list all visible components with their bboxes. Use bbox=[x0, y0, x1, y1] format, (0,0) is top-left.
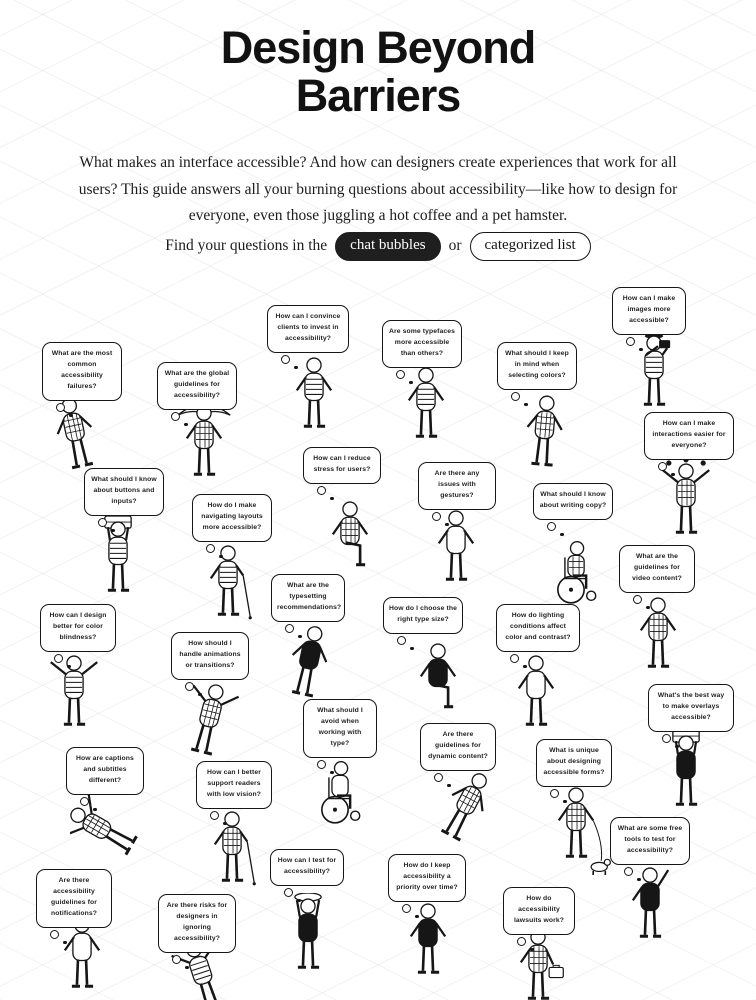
character-illustration bbox=[196, 806, 268, 907]
question-bubble-text: What are the typesetting recommendations? bbox=[271, 574, 345, 622]
question-bubble-text: What is unique about designing accessible forms? bbox=[536, 739, 612, 787]
question-bubble-text: Are there risks for designers in ignoring accessibility? bbox=[158, 894, 236, 953]
thought-tail-small-dot bbox=[675, 745, 679, 749]
thought-tail-large-dot bbox=[80, 797, 89, 806]
thought-tail-large-dot bbox=[210, 811, 219, 820]
question-bubble-text: What should I avoid when working with type? bbox=[303, 699, 377, 758]
character-illustration bbox=[392, 898, 464, 999]
thought-tail-large-dot bbox=[550, 789, 559, 798]
thought-tail-small-dot bbox=[330, 497, 334, 501]
question-bubble[interactable] bbox=[303, 699, 377, 758]
thought-tail-small-dot bbox=[409, 381, 413, 385]
question-bubble-text: How are captions and subtitles different? bbox=[66, 747, 144, 795]
question-bubble-text: How do accessibility lawsuits work? bbox=[503, 887, 575, 935]
question-bubble[interactable] bbox=[619, 545, 695, 593]
thought-tail-small-dot bbox=[637, 878, 641, 882]
question-bubble-text: How can I test for accessibility? bbox=[270, 849, 344, 886]
question-bubble[interactable] bbox=[42, 342, 122, 401]
question-bubble-text: How can I make interactions easier for everyone? bbox=[644, 412, 734, 460]
thought-tail-small-dot bbox=[639, 348, 643, 352]
question-bubble[interactable] bbox=[383, 597, 463, 634]
question-bubble-text: How can I design better for color blindness? bbox=[40, 604, 116, 652]
question-bubble[interactable] bbox=[84, 468, 164, 516]
intro-paragraph: What makes an interface accessible? And how can designers create experiences that work for all users? This guide answers all your burning questions about accessibility—like how to design for everyone, even those juggling a hot coffee and a pet hamster. bbox=[78, 154, 678, 225]
thought-tail-large-dot bbox=[281, 355, 290, 364]
thought-tail-small-dot bbox=[67, 665, 71, 669]
thought-tail-small-dot bbox=[69, 414, 73, 418]
thought-tail-small-dot bbox=[524, 403, 528, 407]
thought-tail-large-dot bbox=[317, 760, 326, 769]
thought-tail-large-dot bbox=[658, 462, 667, 471]
thought-tail-large-dot bbox=[633, 595, 642, 604]
question-bubble[interactable] bbox=[303, 447, 381, 484]
question-bubble[interactable] bbox=[497, 342, 577, 390]
thought-tail-small-dot bbox=[63, 941, 67, 945]
question-bubble-text: Are some typefaces more accessible than others? bbox=[382, 320, 462, 368]
thought-tail-large-dot bbox=[98, 518, 107, 527]
question-bubble-text: Are there accessibility guidelines for notifications? bbox=[36, 869, 112, 928]
question-bubble[interactable] bbox=[644, 412, 734, 460]
question-bubble[interactable] bbox=[270, 849, 344, 886]
question-bubble[interactable] bbox=[36, 869, 112, 928]
page-title bbox=[0, 24, 756, 120]
thought-tail-small-dot bbox=[560, 533, 564, 537]
thought-tail-large-dot bbox=[50, 930, 59, 939]
question-bubble-text: How do lighting conditions affect color and contrast? bbox=[496, 604, 580, 652]
question-bubble[interactable] bbox=[533, 483, 613, 520]
character-illustration bbox=[272, 893, 344, 994]
character-illustration bbox=[650, 458, 722, 559]
thought-tail-large-dot bbox=[624, 867, 633, 876]
question-bubble[interactable] bbox=[196, 761, 272, 809]
question-bubble[interactable] bbox=[271, 574, 345, 622]
question-bubble-text: What's the best way to make overlays accessible? bbox=[648, 684, 734, 732]
finder-prefix: Find your questions in the bbox=[165, 237, 328, 255]
page-title-line1: Design Beyond bbox=[220, 22, 536, 73]
thought-tail-small-dot bbox=[646, 606, 650, 610]
thought-tail-small-dot bbox=[223, 822, 227, 826]
character-illustration bbox=[540, 782, 612, 883]
question-bubble-text: How can I better support readers with low vision? bbox=[196, 761, 272, 809]
thought-tail-small-dot bbox=[330, 771, 334, 775]
thought-tail-large-dot bbox=[185, 682, 194, 691]
thought-tail-large-dot bbox=[517, 937, 526, 946]
thought-tail-small-dot bbox=[297, 899, 301, 903]
question-bubble[interactable] bbox=[610, 817, 690, 865]
thought-tail-large-dot bbox=[206, 544, 215, 553]
character-illustration bbox=[192, 540, 264, 641]
question-bubble[interactable] bbox=[192, 494, 272, 542]
question-bubble[interactable] bbox=[388, 854, 466, 902]
character-illustration bbox=[622, 592, 694, 693]
character-illustration bbox=[500, 650, 572, 751]
question-bubble[interactable] bbox=[158, 894, 236, 953]
thought-tail-large-dot bbox=[510, 654, 519, 663]
question-bubble[interactable] bbox=[267, 305, 349, 353]
thought-tail-small-dot bbox=[523, 665, 527, 669]
question-bubble[interactable] bbox=[536, 739, 612, 787]
thought-tail-small-dot bbox=[219, 555, 223, 559]
thought-tail-small-dot bbox=[447, 784, 451, 788]
finder-conjunction: or bbox=[448, 237, 462, 255]
thought-tail-small-dot bbox=[671, 473, 675, 477]
question-bubble-text: What should I know about buttons and inputs? bbox=[84, 468, 164, 516]
question-bubble[interactable] bbox=[648, 684, 734, 732]
question-bubble[interactable] bbox=[612, 287, 686, 335]
thought-tail-small-dot bbox=[93, 808, 97, 812]
character-illustration bbox=[614, 862, 686, 963]
character-illustration bbox=[38, 650, 110, 751]
categorized-list-button[interactable]: categorized list bbox=[470, 232, 591, 261]
thought-tail-large-dot bbox=[547, 522, 556, 531]
question-bubble[interactable] bbox=[157, 362, 237, 410]
question-bubble[interactable] bbox=[418, 462, 496, 510]
thought-tail-large-dot bbox=[54, 654, 63, 663]
thought-tail-large-dot bbox=[434, 773, 443, 782]
character-illustration bbox=[508, 390, 580, 491]
question-bubble-text: What are some free tools to test for accessibility? bbox=[610, 817, 690, 865]
thought-tail-small-dot bbox=[530, 948, 534, 952]
thought-tail-large-dot bbox=[397, 636, 406, 645]
question-bubble-text: How should I handle animations or transitions? bbox=[171, 632, 249, 680]
thought-tail-large-dot bbox=[662, 734, 671, 743]
character-illustration bbox=[502, 924, 574, 1000]
question-bubble[interactable] bbox=[420, 723, 496, 771]
character-illustration bbox=[82, 516, 154, 617]
character-illustration bbox=[278, 352, 350, 453]
thought-tail-large-dot bbox=[285, 624, 294, 633]
question-bubble-text: How do I make navigating layouts more accessible? bbox=[192, 494, 272, 542]
question-bubble-text: How can I make images more accessible? bbox=[612, 287, 686, 335]
question-bubble-text: How do I choose the right type size? bbox=[383, 597, 463, 634]
question-bubble-text: What are the most common accessibility failures? bbox=[42, 342, 122, 401]
thought-tail-large-dot bbox=[511, 392, 520, 401]
page-title-line2: Barriers bbox=[295, 70, 461, 121]
question-bubble-text: How do I keep accessibility a priority over time? bbox=[388, 854, 466, 902]
question-bubble[interactable] bbox=[503, 887, 575, 935]
thought-tail-large-dot bbox=[626, 337, 635, 346]
thought-tail-small-dot bbox=[198, 693, 202, 697]
thought-tail-large-dot bbox=[396, 370, 405, 379]
question-bubble-text: How can I convince clients to invest in accessibility? bbox=[267, 305, 349, 353]
thought-tail-small-dot bbox=[415, 915, 419, 919]
thought-tail-large-dot bbox=[56, 403, 65, 412]
thought-tail-small-dot bbox=[298, 635, 302, 639]
question-bubble-text: What should I know about writing copy? bbox=[533, 483, 613, 520]
chat-bubbles-button[interactable]: chat bubbles bbox=[335, 232, 440, 261]
thought-tail-large-dot bbox=[317, 486, 326, 495]
thought-tail-large-dot bbox=[432, 512, 441, 521]
thought-tail-large-dot bbox=[171, 412, 180, 421]
thought-tail-small-dot bbox=[563, 800, 567, 804]
character-illustration bbox=[650, 730, 722, 831]
thought-tail-large-dot bbox=[284, 888, 293, 897]
question-bubble-text: What are the guidelines for video content? bbox=[619, 545, 695, 593]
character-illustration bbox=[420, 505, 492, 606]
question-bubble[interactable] bbox=[171, 632, 249, 680]
thought-tail-small-dot bbox=[185, 966, 189, 970]
question-bubble[interactable] bbox=[66, 747, 144, 795]
question-bubble-text: Are there guidelines for dynamic content? bbox=[420, 723, 496, 771]
question-bubble-text: What should I keep in mind when selecting colors? bbox=[497, 342, 577, 390]
thought-tail-small-dot bbox=[445, 523, 449, 527]
question-bubble[interactable] bbox=[496, 604, 580, 652]
thought-tail-large-dot bbox=[402, 904, 411, 913]
question-bubble-text: What are the global guidelines for accessibility? bbox=[157, 362, 237, 410]
thought-tail-small-dot bbox=[294, 366, 298, 370]
question-bubble-text: Are there any issues with gestures? bbox=[418, 462, 496, 510]
thought-tail-small-dot bbox=[410, 647, 414, 651]
thought-tail-small-dot bbox=[111, 529, 115, 533]
thought-tail-small-dot bbox=[184, 423, 188, 427]
question-bubble[interactable] bbox=[40, 604, 116, 652]
question-bubble-text: How can I reduce stress for users? bbox=[303, 447, 381, 484]
question-bubble[interactable] bbox=[382, 320, 462, 368]
thought-tail-large-dot bbox=[172, 955, 181, 964]
finder-row bbox=[0, 232, 756, 261]
